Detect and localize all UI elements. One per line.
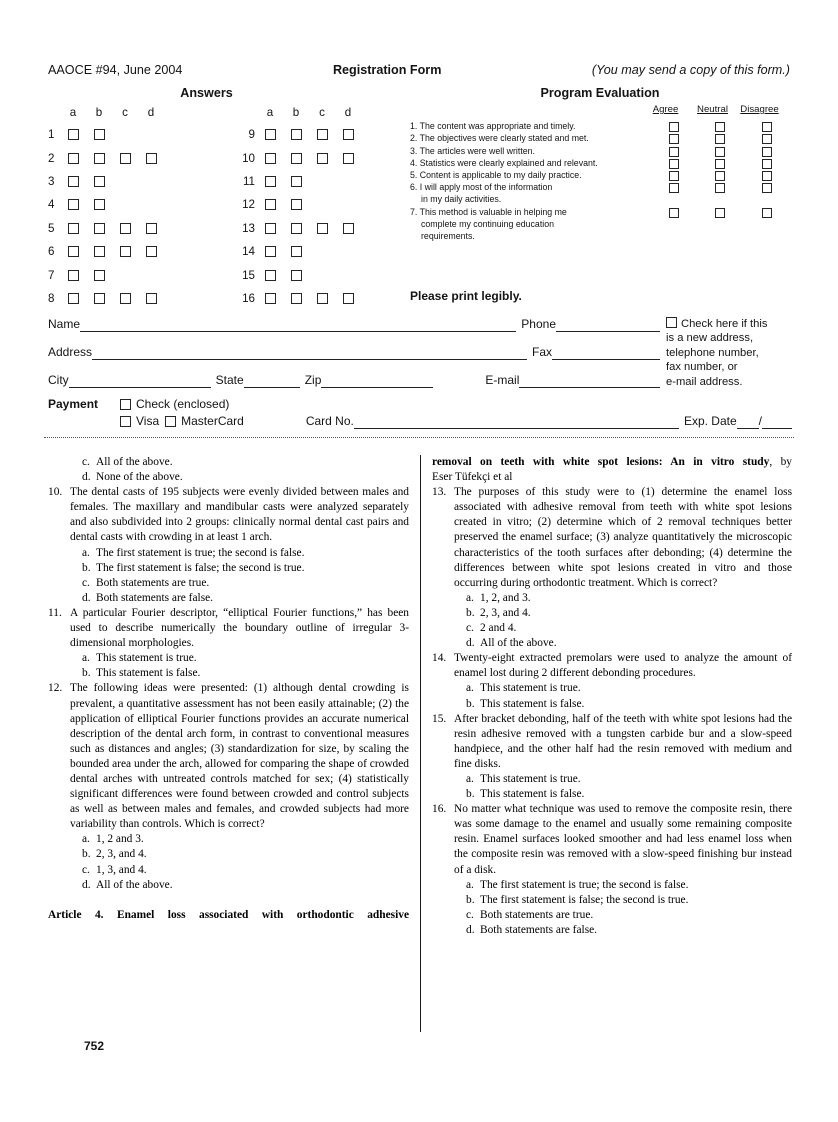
answer-checkbox-3b[interactable] bbox=[94, 176, 105, 187]
answer-option-b: b. 2, 3, and 4. bbox=[48, 847, 409, 862]
issue-label: AAOCE #94, June 2004 bbox=[48, 63, 183, 77]
answer-option-b: b. This statement is false. bbox=[432, 697, 792, 712]
answer-checkbox-10a[interactable] bbox=[265, 153, 276, 164]
option-letter: b. bbox=[466, 893, 475, 906]
answer-row-number: 12 bbox=[242, 198, 255, 212]
answer-option-c: c. 2 and 4. bbox=[432, 621, 792, 636]
answer-letters-row bbox=[48, 98, 164, 123]
option-letter: b. bbox=[82, 667, 91, 680]
evaluation-header-spacer bbox=[410, 104, 642, 116]
answer-checkbox-6b[interactable] bbox=[94, 246, 105, 257]
article-heading: Article 4. Enamel loss associated with orthodontic adhesive bbox=[48, 908, 409, 921]
option-letter: b. bbox=[466, 788, 475, 801]
answer-option-d: d. None of the above. bbox=[48, 470, 409, 485]
answer-letter-c: c bbox=[122, 106, 128, 119]
answer-checkbox-13d[interactable] bbox=[343, 223, 354, 234]
question-13: 13. The purposes of this study were to (1) determine the enamel loss associated with adhesive removal from teeth with white spot lesions created in vitro; (2) determine which of 2 removal techniques better preserved the enamel surface; (3) analyze quantitatively the microscopic characteristics of the tooth surfaces after debonding; (4) determine the differences between white spot lesions created in vitro and those occurring during orthodontic treatment. Which is correct? bbox=[432, 486, 792, 589]
option-letter: c. bbox=[82, 863, 90, 876]
option-letter: a. bbox=[82, 833, 90, 846]
question-10: 10. The dental casts of 195 subjects were evenly divided between males and females. The maxillary and mandibular casts were analyzed separately and also subdivided into 2 groups: clinically normal dental cast pairs and dental casts with crowding in at least 1 arch. bbox=[48, 486, 409, 544]
name-phone-row bbox=[48, 316, 660, 332]
answer-option-b: b. The first statement is false; the second is true. bbox=[48, 561, 409, 576]
answer-checkbox-2d[interactable] bbox=[146, 153, 157, 164]
answer-checkbox-7b[interactable] bbox=[94, 270, 105, 281]
note-text: telephone number, bbox=[666, 346, 759, 359]
evaluation-section-title: Program Evaluation bbox=[540, 86, 660, 100]
payment-visa-label: Visa bbox=[136, 414, 160, 428]
answer-row-13 bbox=[235, 217, 361, 240]
option-letter: d. bbox=[82, 591, 91, 604]
answer-checkbox-16b[interactable] bbox=[291, 293, 302, 304]
answer-checkbox-15b[interactable] bbox=[291, 270, 302, 281]
option-letter: a. bbox=[82, 546, 90, 559]
question-number: 14. bbox=[432, 652, 447, 665]
evaluation-item-7 bbox=[410, 206, 790, 243]
answers-grid-right bbox=[235, 98, 361, 310]
address-fax-row bbox=[48, 344, 660, 360]
evaluation-item-text: 7. This method is valuable in helping me complete my continuing education requirements. bbox=[410, 206, 567, 242]
card-number-input-line[interactable] bbox=[354, 413, 679, 429]
evaluation-checkbox-6-agree[interactable] bbox=[669, 183, 679, 193]
copy-permission-note: (You may send a copy of this form.) bbox=[591, 63, 790, 77]
answer-checkbox-4a[interactable] bbox=[68, 199, 79, 210]
answer-checkbox-5c[interactable] bbox=[120, 223, 131, 234]
answer-letter-b: b bbox=[292, 106, 300, 119]
row-spacer bbox=[250, 428, 306, 429]
option-letter: b. bbox=[82, 561, 91, 574]
exp-date-label: Exp. Date bbox=[683, 414, 737, 428]
address-label: Address bbox=[48, 345, 93, 359]
question-number: 12. bbox=[48, 682, 63, 695]
answer-option-b: b. This statement is false. bbox=[48, 666, 409, 681]
answer-option-b: b. The first statement is false; the second is true. bbox=[432, 893, 792, 908]
answer-checkbox-8a[interactable] bbox=[68, 293, 79, 304]
answer-row-5 bbox=[48, 217, 164, 240]
evaluation-checkbox-4-disagree[interactable] bbox=[762, 159, 772, 169]
evaluation-checkbox-7-neutral[interactable] bbox=[715, 208, 725, 218]
evaluation-item-1 bbox=[410, 120, 790, 132]
answer-row-number: 13 bbox=[242, 221, 255, 235]
answer-letters-row bbox=[235, 98, 361, 123]
payment-mastercard-label: MasterCard bbox=[181, 414, 244, 428]
note-text: fax number, or bbox=[666, 361, 738, 374]
answer-row-2 bbox=[48, 146, 164, 169]
answer-row-number: 10 bbox=[242, 151, 255, 165]
answer-checkbox-16d[interactable] bbox=[343, 293, 354, 304]
note-text: e-mail address. bbox=[666, 375, 743, 388]
answer-checkbox-13c[interactable] bbox=[317, 223, 328, 234]
answer-checkbox-11a[interactable] bbox=[265, 176, 276, 187]
city-state-zip-email-row bbox=[48, 372, 660, 388]
answer-checkbox-13b[interactable] bbox=[291, 223, 302, 234]
answer-checkbox-7a[interactable] bbox=[68, 270, 79, 281]
answer-option-a: a. The first statement is true; the second is false. bbox=[48, 546, 409, 561]
answer-row-6 bbox=[48, 240, 164, 263]
option-letter: d. bbox=[466, 923, 475, 936]
answer-checkbox-6a[interactable] bbox=[68, 246, 79, 257]
fax-label: Fax bbox=[531, 345, 552, 359]
answer-checkbox-9c[interactable] bbox=[317, 129, 328, 140]
answer-checkbox-6d[interactable] bbox=[146, 246, 157, 257]
answer-row-number: 6 bbox=[48, 245, 55, 259]
payment-mastercard-checkbox[interactable] bbox=[165, 416, 176, 427]
option-letter: a. bbox=[466, 878, 474, 891]
evaluation-item-2 bbox=[410, 132, 790, 144]
address-input-line[interactable] bbox=[92, 344, 527, 360]
program-evaluation-block bbox=[410, 104, 790, 242]
payment-check-checkbox[interactable] bbox=[120, 399, 131, 410]
evaluation-header-disagree: Disagree bbox=[740, 104, 779, 115]
answer-checkbox-9a[interactable] bbox=[265, 129, 276, 140]
answer-row-number: 1 bbox=[48, 128, 55, 142]
phone-input-line[interactable] bbox=[556, 316, 660, 332]
answer-row-10 bbox=[235, 146, 361, 169]
state-label: State bbox=[215, 373, 244, 387]
answer-checkbox-12a[interactable] bbox=[265, 199, 276, 210]
option-letter: d. bbox=[466, 637, 475, 650]
answer-option-a: a. 1, 2 and 3. bbox=[48, 832, 409, 847]
answer-row-number: 7 bbox=[48, 268, 55, 282]
answer-letter-a: a bbox=[69, 106, 77, 119]
question-number: 15. bbox=[432, 712, 447, 725]
answer-checkbox-16a[interactable] bbox=[265, 293, 276, 304]
answer-row-4 bbox=[48, 193, 164, 216]
exp-month-input-line[interactable] bbox=[737, 413, 759, 429]
answer-option-d: d. Both statements are false. bbox=[48, 591, 409, 606]
option-letter: c. bbox=[466, 908, 474, 921]
answer-row-12 bbox=[235, 193, 361, 216]
note-text: Check here if this bbox=[681, 318, 768, 330]
evaluation-item-text: 4. Statistics were clearly explained and relevant. bbox=[410, 157, 598, 168]
answer-row-7 bbox=[48, 263, 164, 286]
answer-option-d: d. All of the above. bbox=[432, 636, 792, 651]
evaluation-item-text: 6. I will apply most of the information in my daily activities. bbox=[410, 182, 553, 205]
answer-row-11 bbox=[235, 170, 361, 193]
evaluation-checkbox-7-agree[interactable] bbox=[669, 208, 679, 218]
answer-row-number: 3 bbox=[48, 174, 55, 188]
evaluation-item-4 bbox=[410, 157, 790, 169]
answer-row-number: 4 bbox=[48, 198, 55, 212]
answer-option-c: c. All of the above. bbox=[48, 455, 409, 470]
answer-row-number: 14 bbox=[242, 245, 255, 259]
row-spacer bbox=[433, 387, 485, 388]
answer-letter-d: d bbox=[344, 106, 352, 119]
evaluation-checkbox-2-disagree[interactable] bbox=[762, 134, 772, 144]
answer-checkbox-8c[interactable] bbox=[120, 293, 131, 304]
name-input-line[interactable] bbox=[80, 316, 516, 332]
evaluation-item-text: 1. The content was appropriate and timely. bbox=[410, 121, 576, 132]
option-letter: c. bbox=[466, 622, 474, 635]
answer-row-number: 16 bbox=[242, 291, 255, 305]
option-letter: d. bbox=[82, 878, 91, 891]
answer-checkbox-13a[interactable] bbox=[265, 223, 276, 234]
answer-checkbox-11b[interactable] bbox=[291, 176, 302, 187]
answer-letter-a: a bbox=[266, 106, 274, 119]
answer-checkbox-2a[interactable] bbox=[68, 153, 79, 164]
answer-checkbox-10b[interactable] bbox=[291, 153, 302, 164]
answer-checkbox-5d[interactable] bbox=[146, 223, 157, 234]
answer-checkbox-14b[interactable] bbox=[291, 246, 302, 257]
answer-row-number: 2 bbox=[48, 151, 55, 165]
answer-checkbox-12b[interactable] bbox=[291, 199, 302, 210]
evaluation-checkbox-4-neutral[interactable] bbox=[715, 159, 725, 169]
exp-date-separator: / bbox=[758, 414, 762, 428]
evaluation-header-agree: Agree bbox=[652, 104, 679, 115]
zip-input-line[interactable] bbox=[321, 372, 433, 388]
evaluation-checkbox-2-neutral[interactable] bbox=[715, 134, 725, 144]
evaluation-checkbox-5-neutral[interactable] bbox=[715, 171, 725, 181]
evaluation-item-text: 5. Content is applicable to my daily practice. bbox=[410, 170, 582, 181]
evaluation-checkbox-6-neutral[interactable] bbox=[715, 183, 725, 193]
answer-checkbox-8b[interactable] bbox=[94, 293, 105, 304]
answer-row-9 bbox=[235, 123, 361, 146]
answer-checkbox-10d[interactable] bbox=[343, 153, 354, 164]
exp-year-input-line[interactable] bbox=[762, 413, 792, 429]
address-change-note-line bbox=[666, 316, 794, 331]
answer-row-number: 11 bbox=[242, 174, 255, 188]
answer-checkbox-2c[interactable] bbox=[120, 153, 131, 164]
answer-letter-c: c bbox=[319, 106, 325, 119]
city-label: City bbox=[48, 373, 69, 387]
payment-label: Payment bbox=[48, 397, 99, 411]
payment-visa-checkbox[interactable] bbox=[120, 416, 131, 427]
evaluation-items bbox=[410, 120, 790, 242]
answer-row-number: 15 bbox=[242, 268, 255, 282]
answer-checkbox-2b[interactable] bbox=[94, 153, 105, 164]
payment-row bbox=[48, 396, 235, 412]
evaluation-checkbox-2-agree[interactable] bbox=[669, 134, 679, 144]
question-14: 14. Twenty-eight extracted premolars were used to analyze the amount of enamel lost during 2 different debonding procedures. bbox=[432, 652, 792, 680]
answer-checkbox-5b[interactable] bbox=[94, 223, 105, 234]
evaluation-item-5 bbox=[410, 169, 790, 181]
option-letter: a. bbox=[466, 682, 474, 695]
answer-option-c: c. Both statements are true. bbox=[48, 576, 409, 591]
answer-row-1 bbox=[48, 123, 164, 146]
answer-option-a: a. The first statement is true; the second is false. bbox=[432, 878, 792, 893]
question-number: 13. bbox=[432, 486, 447, 499]
answer-checkbox-9d[interactable] bbox=[343, 129, 354, 140]
question-15: 15. After bracket debonding, half of the teeth with white spot lesions had the resin adhesive removed with a tungsten carbide bur and a slow-speed handpiece, and the other half had the resin removed with medium and fine disks. bbox=[432, 712, 792, 770]
evaluation-checkbox-3-agree[interactable] bbox=[669, 147, 679, 157]
evaluation-checkbox-1-agree[interactable] bbox=[669, 122, 679, 132]
answer-row-number: 8 bbox=[48, 291, 55, 305]
card-number-label: Card No. bbox=[305, 414, 354, 428]
answer-option-d: d. Both statements are false. bbox=[432, 923, 792, 938]
answer-row-8 bbox=[48, 287, 164, 310]
option-letter: a. bbox=[466, 591, 474, 604]
answer-checkbox-6c[interactable] bbox=[120, 246, 131, 257]
form-title: Registration Form bbox=[332, 63, 442, 77]
name-label: Name bbox=[48, 317, 81, 331]
option-letter: b. bbox=[466, 697, 475, 710]
quiz-column-left bbox=[48, 455, 409, 923]
article-title-bold-text: removal on teeth with white spot lesions: An in vitro study bbox=[432, 456, 770, 468]
zip-label: Zip bbox=[304, 373, 322, 387]
evaluation-checkbox-7-disagree[interactable] bbox=[762, 208, 772, 218]
evaluation-item-text: 2. The objectives were clearly stated and met. bbox=[410, 133, 589, 144]
answer-row-number: 9 bbox=[248, 128, 255, 142]
question-12: 12. The following ideas were presented: (1) although dental crowding is prevalent, a quantitative assessment has not been easily attainable; (2) the application of elliptical Fourier functions provides an accurate numerical description of the dental arch form, in contrast to conventional measures such as distances and angles; (3) standardization for size, by scaling the bounded area under the arch, allowed for comparing the shape of crowded dental arches with untreated controls matched for sex; (4) statistically significant differences were found between crowded and control subjects as well as between males and females, and crowded subjects had more variability than controls. Which is correct? bbox=[48, 682, 409, 831]
answer-checkbox-8d[interactable] bbox=[146, 293, 157, 304]
evaluation-checkbox-6-disagree[interactable] bbox=[762, 183, 772, 193]
answer-checkbox-1b[interactable] bbox=[94, 129, 105, 140]
evaluation-item-3 bbox=[410, 145, 790, 157]
state-input-line[interactable] bbox=[244, 372, 300, 388]
option-letter: c. bbox=[82, 456, 90, 468]
option-letter: a. bbox=[466, 772, 474, 785]
answers-grid-left bbox=[48, 98, 164, 310]
evaluation-item-6 bbox=[410, 181, 790, 205]
option-letter: b. bbox=[82, 848, 91, 861]
evaluation-item-text: 3. The articles were well written. bbox=[410, 145, 535, 156]
question-number: 10. bbox=[48, 486, 63, 499]
evaluation-checkbox-3-disagree[interactable] bbox=[762, 147, 772, 157]
question-16: 16. No matter what technique was used to remove the composite resin, there was some damage to the enamel and usually some remaining composite resin. Enamel surfaces looked smoother and had less enamel loss when the composite resin was removed with a slow-speed finishing bur instead of a disk. bbox=[432, 803, 792, 876]
answer-option-b: b. 2, 3, and 4. bbox=[432, 606, 792, 621]
option-letter: b. bbox=[466, 606, 475, 619]
answer-row-16 bbox=[235, 287, 361, 310]
answer-row-14 bbox=[235, 240, 361, 263]
evaluation-checkbox-1-disagree[interactable] bbox=[762, 122, 772, 132]
answer-option-a: a. 1, 2, and 3. bbox=[432, 591, 792, 606]
evaluation-checkbox-4-agree[interactable] bbox=[669, 159, 679, 169]
email-input-line[interactable] bbox=[519, 372, 660, 388]
evaluation-header-neutral: Neutral bbox=[697, 104, 728, 115]
answer-checkbox-14a[interactable] bbox=[265, 246, 276, 257]
answer-checkbox-5a[interactable] bbox=[68, 223, 79, 234]
question-number: 16. bbox=[432, 803, 447, 816]
article-author: Eser Tüfekçi et al bbox=[432, 471, 513, 484]
answer-option-a: a. This statement is true. bbox=[432, 772, 792, 787]
answer-checkbox-10c[interactable] bbox=[317, 153, 328, 164]
answer-option-b: b. This statement is false. bbox=[432, 787, 792, 802]
email-label: E-mail bbox=[485, 373, 520, 387]
evaluation-checkbox-3-neutral[interactable] bbox=[715, 147, 725, 157]
evaluation-column-headers bbox=[410, 104, 790, 116]
question-number: 11. bbox=[48, 606, 62, 619]
option-letter: c. bbox=[82, 576, 90, 589]
answer-row-15 bbox=[235, 263, 361, 286]
city-input-line[interactable] bbox=[69, 372, 211, 388]
evaluation-checkbox-5-agree[interactable] bbox=[669, 171, 679, 181]
article-byline-by: , by bbox=[769, 456, 792, 468]
note-text: is a new address, bbox=[666, 332, 754, 345]
column-divider bbox=[420, 455, 421, 1032]
answer-option-a: a. This statement is true. bbox=[48, 651, 409, 666]
answer-checkbox-9b[interactable] bbox=[291, 129, 302, 140]
answers-section-title: Answers bbox=[180, 86, 233, 100]
evaluation-checkbox-5-disagree[interactable] bbox=[762, 171, 772, 181]
answer-letter-d: d bbox=[147, 106, 155, 119]
print-legibly-note: Please print legibly. bbox=[410, 289, 522, 303]
article-title-continuation bbox=[432, 455, 792, 470]
payment-check-label: Check (enclosed) bbox=[136, 397, 230, 411]
answer-checkbox-16c[interactable] bbox=[317, 293, 328, 304]
option-letter: d. bbox=[82, 471, 91, 484]
evaluation-checkbox-1-neutral[interactable] bbox=[715, 122, 725, 132]
question-11: 11. A particular Fourier descriptor, “elliptical Fourier functions,” has been used to describe numerically the boundary outline of irregular 3-dimensional morphologies. bbox=[48, 606, 409, 650]
page-header bbox=[48, 63, 790, 77]
page-number: 752 bbox=[84, 1039, 105, 1053]
answer-option-d: d. All of the above. bbox=[48, 878, 409, 893]
answer-letter-b: b bbox=[95, 106, 103, 119]
quiz-column-right bbox=[432, 455, 792, 938]
address-change-note bbox=[666, 316, 794, 389]
answer-checkbox-3a[interactable] bbox=[68, 176, 79, 187]
dotted-divider bbox=[44, 437, 794, 438]
card-row bbox=[120, 413, 792, 429]
answer-option-a: a. This statement is true. bbox=[432, 681, 792, 696]
answer-checkbox-15a[interactable] bbox=[265, 270, 276, 281]
answer-checkbox-1a[interactable] bbox=[68, 129, 79, 140]
answer-option-c: c. Both statements are true. bbox=[432, 908, 792, 923]
address-change-checkbox[interactable] bbox=[666, 317, 677, 328]
option-letter: a. bbox=[82, 652, 90, 665]
answer-option-c: c. 1, 3, and 4. bbox=[48, 863, 409, 878]
answer-checkbox-4b[interactable] bbox=[94, 199, 105, 210]
answer-row-number: 5 bbox=[48, 221, 55, 235]
phone-label: Phone bbox=[521, 317, 556, 331]
fax-input-line[interactable] bbox=[552, 344, 660, 360]
answer-row-3 bbox=[48, 170, 164, 193]
